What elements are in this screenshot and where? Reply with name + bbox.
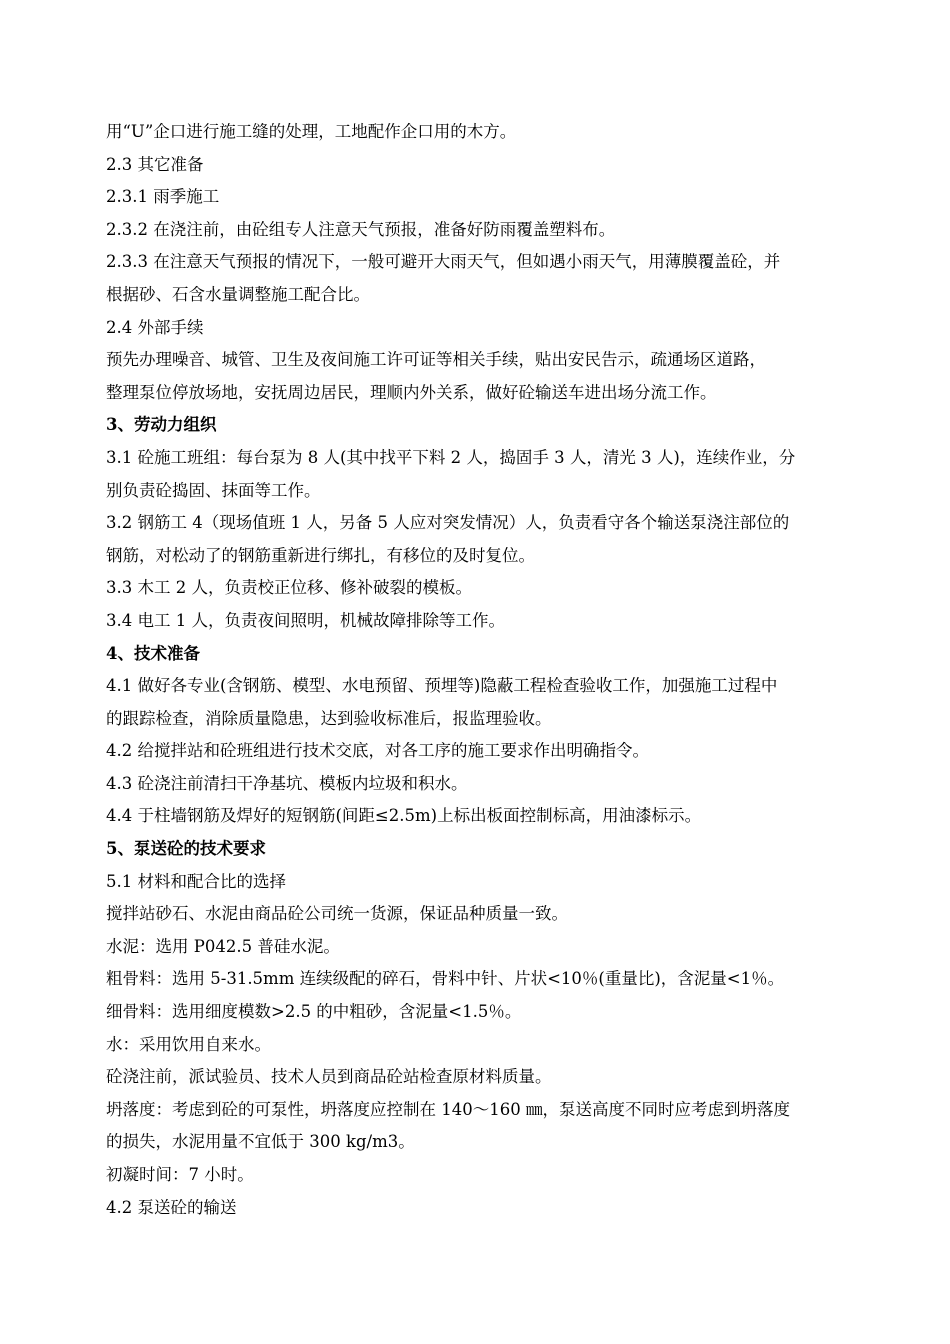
section-heading: 3、劳动力组织 <box>106 415 217 435</box>
document-body <box>106 116 880 1224</box>
text-line: 2.4 外部手续 <box>106 317 204 337</box>
text-line: 4.3 砼浇注前清扫干净基坑、模板内垃圾和积水。 <box>106 773 468 793</box>
text-line: 5.1 材料和配合比的选择 <box>106 871 286 891</box>
text-line: 的跟踪检查，消除质量隐患，达到验收标准后，报监理验收。 <box>106 708 552 728</box>
text-line: 4.1 做好各专业(含钢筋、模型、水电预留、预埋等)隐蔽工程检查验收工作，加强施工过程中 <box>106 676 778 696</box>
text-line: 坍落度：考虑到砼的可泵性，坍落度应控制在 140～160 ㎜，泵送高度不同时应考虑到坍落度 <box>106 1099 790 1119</box>
text-line: 搅拌站砂石、水泥由商品砼公司统一货源，保证品种质量一致。 <box>106 904 568 924</box>
text-line: 3.2 钢筋工 4（现场值班 1 人，另备 5 人应对突发情况）人，负责看守各个输送泵浇注部位的 <box>106 513 790 533</box>
text-line: 细骨料：选用细度模数>2.5 的中粗砂，含泥量<1.5％。 <box>106 1002 522 1022</box>
text-line: 4.4 于柱墙钢筋及焊好的短钢筋(间距≤2.5m)上标出板面控制标高，用油漆标示。 <box>106 806 702 826</box>
text-line: 4.2 给搅拌站和砼班组进行技术交底，对各工序的施工要求作出明确指令。 <box>106 741 649 761</box>
text-line: 3.3 木工 2 人，负责校正位移、修补破裂的模板。 <box>106 578 472 598</box>
text-line: 预先办理噪音、城管、卫生及夜间施工许可证等相关手续，贴出安民告示，疏通场区道路， <box>106 350 766 370</box>
section-heading: 5、泵送砼的技术要求 <box>106 839 266 859</box>
text-line: 4.2 泵送砼的输送 <box>106 1197 237 1217</box>
text-line: 水：采用饮用自来水。 <box>106 1034 271 1054</box>
text-line: 3.1 砼施工班组：每台泵为 8 人(其中找平下料 2 人，捣固手 3 人，清光 3 人)，连续作业，分 <box>106 447 796 467</box>
text-line: 3.4 电工 1 人，负责夜间照明，机械故障排除等工作。 <box>106 610 505 630</box>
text-line: 2.3.2 在浇注前，由砼组专人注意天气预报，准备好防雨覆盖塑料布。 <box>106 219 616 239</box>
text-line: 根据砂、石含水量调整施工配合比。 <box>106 284 370 304</box>
text-line: 2.3.3 在注意天气预报的情况下，一般可避开大雨天气，但如遇小雨天气，用薄膜覆盖砼，并 <box>106 252 781 272</box>
section-heading: 4、技术准备 <box>106 643 200 663</box>
text-line: 用“U”企口进行施工缝的处理，工地配作企口用的木方。 <box>106 122 517 141</box>
text-line: 初凝时间：7 小时。 <box>106 1165 254 1184</box>
text-line: 2.3.1 雨季施工 <box>106 187 220 207</box>
text-line: 的损失，水泥用量不宜低于 300 kg/m3。 <box>106 1132 415 1152</box>
text-line: 2.3 其它准备 <box>106 154 204 174</box>
text-line: 别负责砼捣固、抹面等工作。 <box>106 480 321 500</box>
text-line: 粗骨料：选用 5-31.5mm 连续级配的碎石，骨料中针、片状<10％(重量比)，含泥量<1％。 <box>106 969 785 989</box>
text-line: 整理泵位停放场地，安抚周边居民，理顺内外关系，做好砼输送车进出场分流工作。 <box>106 382 717 402</box>
text-line: 钢筋，对松动了的钢筋重新进行绑扎，有移位的及时复位。 <box>106 545 535 565</box>
text-line: 水泥：选用 P042.5 普硅水泥。 <box>106 936 340 956</box>
text-line: 砼浇注前，派试验员、技术人员到商品砼站检查原材料质量。 <box>106 1067 552 1087</box>
